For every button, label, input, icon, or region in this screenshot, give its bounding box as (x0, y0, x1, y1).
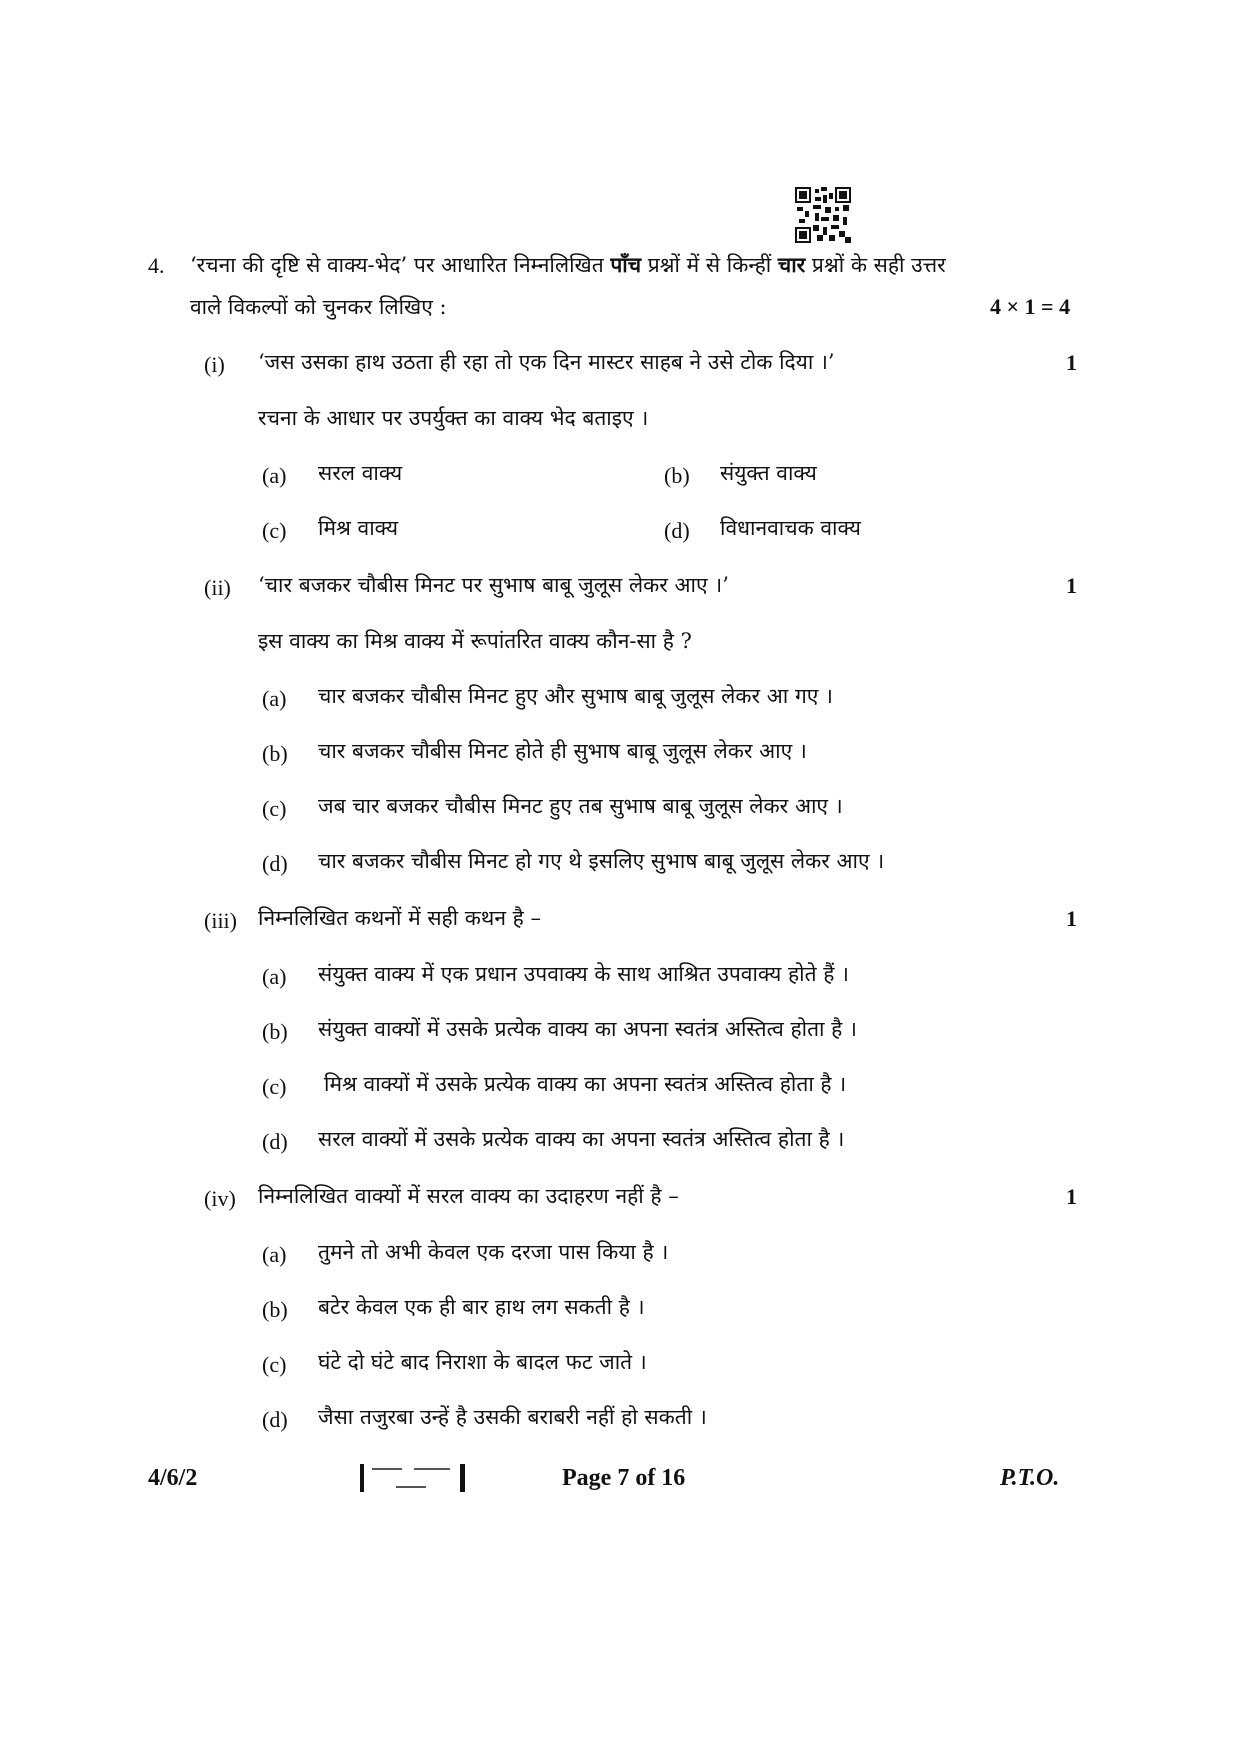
intro-text: प्रश्नों के सही उत्तर (805, 253, 946, 277)
option-text: संयुक्त वाक्य में एक प्रधान उपवाक्य के साथ आश्रित उपवाक्य होते हैं । (318, 962, 850, 986)
subquestion-label: (iv) (204, 1186, 236, 1211)
intro-emphasis: चार (777, 252, 806, 277)
option-label: (d) (664, 518, 690, 543)
intro-emphasis: पाँच (610, 252, 642, 277)
question-intro-line1 (190, 251, 946, 279)
option-label: (a) (262, 964, 287, 989)
page-number: Page 7 of 16 (562, 1465, 686, 1491)
subquestion-label: (iii) (204, 908, 237, 933)
intro-text: ‘रचना की दृष्टि से वाक्य-भेद’ पर आधारित निम्नलिखित (190, 253, 611, 277)
option-text: चार बजकर चौबीस मिनट होते ही सुभाष बाबू जुलूस लेकर आए । (318, 739, 807, 763)
subquestion-text: इस वाक्य का मिश्र वाक्य में रूपांतरित वाक्य कौन-सा है ? (258, 629, 692, 653)
option-text: मिश्र वाक्यों में उसके प्रत्येक वाक्य का अपना स्वतंत्र अस्तित्व होता है । (324, 1072, 847, 1096)
subquestion-text: निम्नलिखित कथनों में सही कथन है – (258, 906, 541, 930)
option-label: (b) (262, 1297, 288, 1322)
option-label: (b) (664, 463, 690, 488)
option-label: (d) (262, 851, 288, 876)
option-text: चार बजकर चौबीस मिनट हो गए थे इसलिए सुभाष बाबू जुलूस लेकर आए । (318, 849, 885, 873)
subquestion-text: निम्नलिखित वाक्यों में सरल वाक्य का उदाहरण नहीं है – (258, 1184, 679, 1208)
option-label: (a) (262, 686, 287, 711)
intro-text: प्रश्नों में से किन्हीं (641, 253, 778, 277)
option-label: (b) (262, 1019, 288, 1044)
subquestion-marks: 1 (1066, 1184, 1077, 1209)
option-label: (c) (262, 518, 287, 543)
option-text: जैसा तजुरबा उन्हें है उसकी बराबरी नहीं हो सकती । (318, 1405, 707, 1429)
option-label: (a) (262, 463, 287, 488)
option-text: संयुक्त वाक्यों में उसके प्रत्येक वाक्य का अपना स्वतंत्र अस्तित्व होता है । (318, 1017, 857, 1041)
barcode-mark (358, 1462, 468, 1494)
subquestion-label: (i) (204, 352, 225, 377)
subquestion-text: ‘चार बजकर चौबीस मिनट पर सुभाष बाबू जुलूस लेकर आए ।’ (258, 573, 729, 597)
question-intro-line2: वाले विकल्पों को चुनकर लिखिए : (190, 295, 447, 319)
option-text: संयुक्त वाक्य (720, 461, 817, 485)
subquestion-text: ‘जस उसका हाथ उठता ही रहा तो एक दिन मास्टर साहब ने उसे टोक दिया ।’ (258, 350, 835, 374)
option-text: तुमने तो अभी केवल एक दरजा पास किया है । (318, 1240, 669, 1264)
option-text: घंटे दो घंटे बाद निराशा के बादल फट जाते । (318, 1350, 647, 1374)
subquestion-marks: 1 (1066, 350, 1077, 375)
option-label: (c) (262, 1074, 287, 1099)
option-label: (d) (262, 1407, 288, 1432)
paper-code: 4/6/2 (148, 1465, 198, 1491)
option-text: बटेर केवल एक ही बार हाथ लग सकती है । (318, 1295, 645, 1319)
option-label: (c) (262, 1352, 287, 1377)
option-text: सरल वाक्यों में उसके प्रत्येक वाक्य का अपना स्वतंत्र अस्तित्व होता है । (318, 1127, 845, 1151)
pto-note: P.T.O. (1000, 1465, 1060, 1491)
option-label: (c) (262, 796, 287, 821)
subquestion-marks: 1 (1066, 906, 1077, 931)
option-label: (b) (262, 741, 288, 766)
option-label: (d) (262, 1129, 288, 1154)
question-number: 4. (148, 253, 165, 278)
option-text: चार बजकर चौबीस मिनट हुए और सुभाष बाबू जुलूस लेकर आ गए । (318, 684, 834, 708)
option-text: विधानवाचक वाक्य (720, 516, 861, 540)
total-marks: 4 × 1 = 4 (990, 294, 1071, 319)
subquestion-text: रचना के आधार पर उपर्युक्त का वाक्य भेद बताइए । (258, 406, 649, 430)
qr-code (795, 187, 851, 243)
option-label: (a) (262, 1242, 287, 1267)
subquestion-label: (ii) (204, 575, 231, 600)
option-text: सरल वाक्य (318, 461, 403, 485)
option-text: मिश्र वाक्य (318, 516, 399, 540)
subquestion-marks: 1 (1066, 573, 1077, 598)
option-text: जब चार बजकर चौबीस मिनट हुए तब सुभाष बाबू जुलूस लेकर आए । (318, 794, 843, 818)
